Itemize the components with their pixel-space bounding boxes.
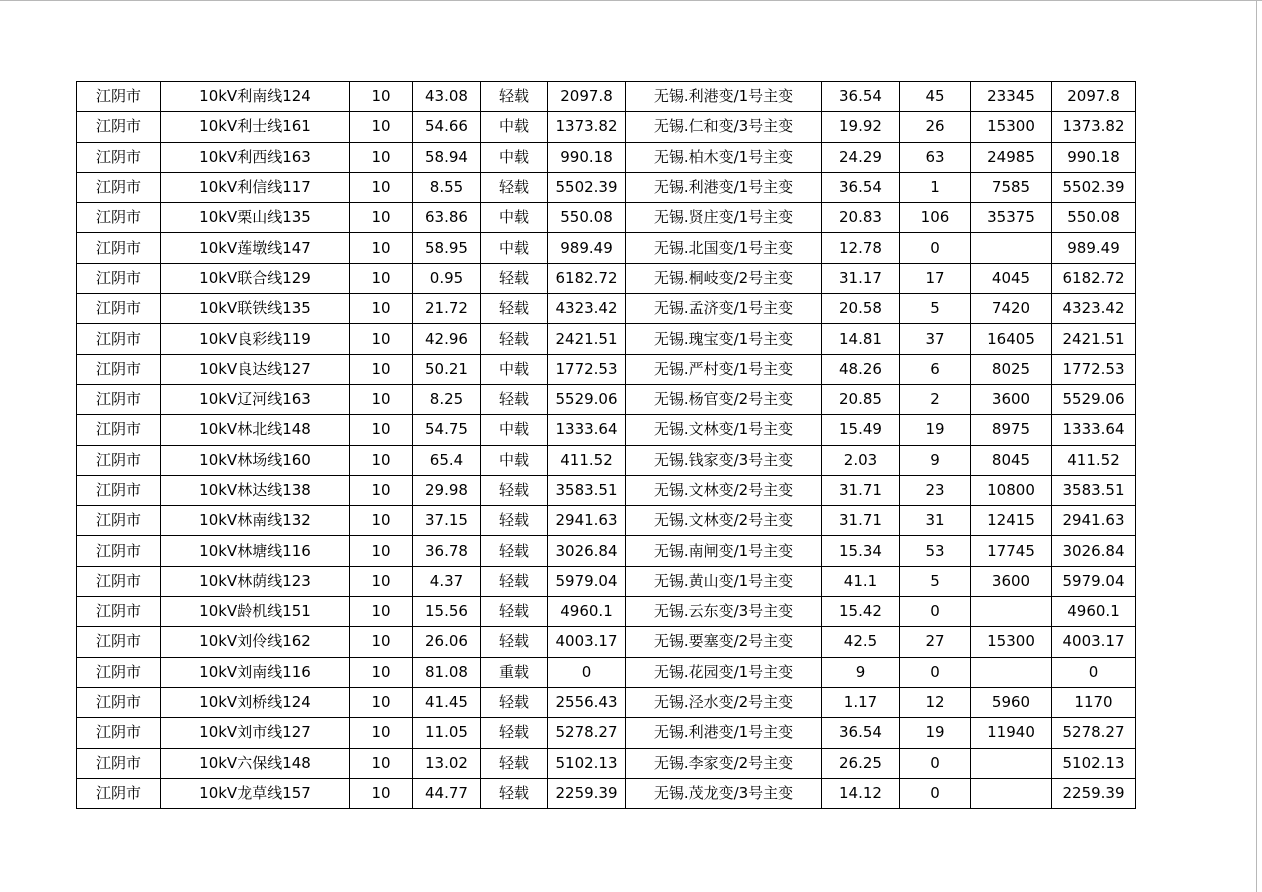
city-cell: 江阴市 (77, 324, 161, 354)
voltage-cell: 10 (350, 718, 413, 748)
load-status-cell: 轻载 (481, 324, 548, 354)
installed-capacity-cell: 5960 (971, 687, 1052, 717)
line-name-cell: 10kV莲墩线147 (161, 233, 350, 263)
capacity-margin-cell: 2556.43 (548, 687, 626, 717)
installed-capacity-cell: 8045 (971, 445, 1052, 475)
city-cell: 江阴市 (77, 233, 161, 263)
substation-transformer-cell: 无锡.孟济变/1号主变 (626, 294, 822, 324)
substation-transformer-cell: 无锡.贤庄变/1号主变 (626, 203, 822, 233)
available-capacity-cell: 1170 (1052, 687, 1136, 717)
load-status-cell: 轻载 (481, 687, 548, 717)
installed-capacity-cell: 23345 (971, 82, 1052, 112)
user-count-cell: 0 (900, 657, 971, 687)
substation-transformer-cell: 无锡.杨官变/2号主变 (626, 384, 822, 414)
table-row (77, 778, 1136, 808)
line-name-cell: 10kV利南线124 (161, 82, 350, 112)
line-name-cell: 10kV林场线160 (161, 445, 350, 475)
capacity-margin-cell: 550.08 (548, 203, 626, 233)
line-name-cell: 10kV刘市线127 (161, 718, 350, 748)
line-name-cell: 10kV林北线148 (161, 415, 350, 445)
transformer-load-rate-cell: 15.42 (822, 597, 900, 627)
voltage-cell: 10 (350, 82, 413, 112)
load-status-cell: 轻载 (481, 475, 548, 505)
user-count-cell: 19 (900, 415, 971, 445)
installed-capacity-cell: 4045 (971, 263, 1052, 293)
installed-capacity-cell: 15300 (971, 627, 1052, 657)
substation-transformer-cell: 无锡.南闸变/1号主变 (626, 536, 822, 566)
voltage-cell: 10 (350, 748, 413, 778)
table-row (77, 415, 1136, 445)
transformer-load-rate-cell: 20.83 (822, 203, 900, 233)
line-name-cell: 10kV栗山线135 (161, 203, 350, 233)
line-name-cell: 10kV龄机线151 (161, 597, 350, 627)
load-rate-cell: 44.77 (413, 778, 481, 808)
transformer-load-rate-cell: 14.81 (822, 324, 900, 354)
installed-capacity-cell: 10800 (971, 475, 1052, 505)
city-cell: 江阴市 (77, 263, 161, 293)
user-count-cell: 45 (900, 82, 971, 112)
user-count-cell: 6 (900, 354, 971, 384)
load-rate-cell: 36.78 (413, 536, 481, 566)
installed-capacity-cell: 15300 (971, 112, 1052, 142)
city-cell: 江阴市 (77, 354, 161, 384)
line-name-cell: 10kV良达线127 (161, 354, 350, 384)
city-cell: 江阴市 (77, 627, 161, 657)
table-row (77, 324, 1136, 354)
table-row (77, 718, 1136, 748)
user-count-cell: 63 (900, 142, 971, 172)
available-capacity-cell: 5278.27 (1052, 718, 1136, 748)
load-rate-cell: 0.95 (413, 263, 481, 293)
available-capacity-cell: 2941.63 (1052, 506, 1136, 536)
available-capacity-cell: 2421.51 (1052, 324, 1136, 354)
installed-capacity-cell (971, 778, 1052, 808)
capacity-margin-cell: 1333.64 (548, 415, 626, 445)
user-count-cell: 37 (900, 324, 971, 354)
table-row (77, 536, 1136, 566)
city-cell: 江阴市 (77, 748, 161, 778)
installed-capacity-cell (971, 748, 1052, 778)
voltage-cell: 10 (350, 112, 413, 142)
capacity-margin-cell: 3583.51 (548, 475, 626, 505)
installed-capacity-cell: 17745 (971, 536, 1052, 566)
table-body (77, 82, 1136, 809)
city-cell: 江阴市 (77, 536, 161, 566)
transformer-load-rate-cell: 20.85 (822, 384, 900, 414)
substation-transformer-cell: 无锡.花园变/1号主变 (626, 657, 822, 687)
city-cell: 江阴市 (77, 445, 161, 475)
capacity-margin-cell: 990.18 (548, 142, 626, 172)
table-row (77, 506, 1136, 536)
load-status-cell: 轻载 (481, 778, 548, 808)
load-status-cell: 重载 (481, 657, 548, 687)
capacity-margin-cell: 5502.39 (548, 172, 626, 202)
city-cell: 江阴市 (77, 142, 161, 172)
capacity-margin-cell: 411.52 (548, 445, 626, 475)
load-status-cell: 轻载 (481, 597, 548, 627)
voltage-cell: 10 (350, 627, 413, 657)
substation-transformer-cell: 无锡.利港变/1号主变 (626, 718, 822, 748)
load-rate-cell: 4.37 (413, 566, 481, 596)
load-status-cell: 轻载 (481, 718, 548, 748)
substation-transformer-cell: 无锡.仁和变/3号主变 (626, 112, 822, 142)
installed-capacity-cell: 8025 (971, 354, 1052, 384)
user-count-cell: 27 (900, 627, 971, 657)
table-row (77, 384, 1136, 414)
city-cell: 江阴市 (77, 294, 161, 324)
capacity-margin-cell: 5529.06 (548, 384, 626, 414)
transformer-load-rate-cell: 12.78 (822, 233, 900, 263)
line-name-cell: 10kV辽河线163 (161, 384, 350, 414)
load-status-cell: 轻载 (481, 294, 548, 324)
available-capacity-cell: 550.08 (1052, 203, 1136, 233)
voltage-cell: 10 (350, 506, 413, 536)
voltage-cell: 10 (350, 172, 413, 202)
voltage-cell: 10 (350, 263, 413, 293)
user-count-cell: 0 (900, 748, 971, 778)
line-name-cell: 10kV联铁线135 (161, 294, 350, 324)
table-row (77, 445, 1136, 475)
transformer-load-rate-cell: 20.58 (822, 294, 900, 324)
user-count-cell: 26 (900, 112, 971, 142)
load-rate-cell: 43.08 (413, 82, 481, 112)
user-count-cell: 17 (900, 263, 971, 293)
transformer-load-rate-cell: 2.03 (822, 445, 900, 475)
table-row (77, 142, 1136, 172)
user-count-cell: 9 (900, 445, 971, 475)
line-name-cell: 10kV林荫线123 (161, 566, 350, 596)
table-row (77, 354, 1136, 384)
transformer-load-rate-cell: 14.12 (822, 778, 900, 808)
capacity-margin-cell: 5102.13 (548, 748, 626, 778)
substation-transformer-cell: 无锡.李家变/2号主变 (626, 748, 822, 778)
transformer-load-rate-cell: 48.26 (822, 354, 900, 384)
load-status-cell: 中载 (481, 415, 548, 445)
city-cell: 江阴市 (77, 384, 161, 414)
table-row (77, 475, 1136, 505)
substation-transformer-cell: 无锡.严村变/1号主变 (626, 354, 822, 384)
table-row (77, 597, 1136, 627)
load-status-cell: 轻载 (481, 82, 548, 112)
load-status-cell: 轻载 (481, 263, 548, 293)
installed-capacity-cell: 7420 (971, 294, 1052, 324)
substation-transformer-cell: 无锡.要塞变/2号主变 (626, 627, 822, 657)
voltage-cell: 10 (350, 687, 413, 717)
line-name-cell: 10kV良彩线119 (161, 324, 350, 354)
available-capacity-cell: 5979.04 (1052, 566, 1136, 596)
city-cell: 江阴市 (77, 112, 161, 142)
transformer-load-rate-cell: 15.49 (822, 415, 900, 445)
city-cell: 江阴市 (77, 718, 161, 748)
load-rate-cell: 65.4 (413, 445, 481, 475)
line-name-cell: 10kV联合线129 (161, 263, 350, 293)
transformer-load-rate-cell: 31.17 (822, 263, 900, 293)
capacity-margin-cell: 0 (548, 657, 626, 687)
substation-transformer-cell: 无锡.桐岐变/2号主变 (626, 263, 822, 293)
available-capacity-cell: 4323.42 (1052, 294, 1136, 324)
load-status-cell: 中载 (481, 112, 548, 142)
city-cell: 江阴市 (77, 506, 161, 536)
transformer-load-rate-cell: 36.54 (822, 172, 900, 202)
table-row (77, 82, 1136, 112)
load-rate-cell: 11.05 (413, 718, 481, 748)
available-capacity-cell: 1772.53 (1052, 354, 1136, 384)
load-rate-cell: 63.86 (413, 203, 481, 233)
line-name-cell: 10kV林塘线116 (161, 536, 350, 566)
installed-capacity-cell: 12415 (971, 506, 1052, 536)
table-row (77, 172, 1136, 202)
user-count-cell: 23 (900, 475, 971, 505)
available-capacity-cell: 411.52 (1052, 445, 1136, 475)
transformer-load-rate-cell: 36.54 (822, 718, 900, 748)
available-capacity-cell: 3026.84 (1052, 536, 1136, 566)
available-capacity-cell: 2259.39 (1052, 778, 1136, 808)
line-name-cell: 10kV利西线163 (161, 142, 350, 172)
city-cell: 江阴市 (77, 82, 161, 112)
voltage-cell: 10 (350, 415, 413, 445)
line-name-cell: 10kV利信线117 (161, 172, 350, 202)
user-count-cell: 31 (900, 506, 971, 536)
user-count-cell: 5 (900, 566, 971, 596)
capacity-margin-cell: 2097.8 (548, 82, 626, 112)
transformer-load-rate-cell: 24.29 (822, 142, 900, 172)
load-status-cell: 轻载 (481, 384, 548, 414)
user-count-cell: 19 (900, 718, 971, 748)
table-row (77, 294, 1136, 324)
voltage-cell: 10 (350, 597, 413, 627)
installed-capacity-cell (971, 597, 1052, 627)
city-cell: 江阴市 (77, 415, 161, 445)
load-status-cell: 轻载 (481, 506, 548, 536)
installed-capacity-cell (971, 233, 1052, 263)
capacity-margin-cell: 2259.39 (548, 778, 626, 808)
table-row (77, 263, 1136, 293)
voltage-cell: 10 (350, 324, 413, 354)
available-capacity-cell: 989.49 (1052, 233, 1136, 263)
installed-capacity-cell: 3600 (971, 566, 1052, 596)
city-cell: 江阴市 (77, 475, 161, 505)
load-rate-cell: 81.08 (413, 657, 481, 687)
voltage-cell: 10 (350, 142, 413, 172)
load-status-cell: 轻载 (481, 172, 548, 202)
line-name-cell: 10kV利士线161 (161, 112, 350, 142)
installed-capacity-cell (971, 657, 1052, 687)
load-rate-cell: 21.72 (413, 294, 481, 324)
substation-transformer-cell: 无锡.瑰宝变/1号主变 (626, 324, 822, 354)
load-rate-cell: 29.98 (413, 475, 481, 505)
voltage-cell: 10 (350, 203, 413, 233)
load-rate-cell: 8.25 (413, 384, 481, 414)
load-status-cell: 轻载 (481, 748, 548, 778)
page-right-border (1256, 0, 1257, 892)
substation-transformer-cell: 无锡.云东变/3号主变 (626, 597, 822, 627)
capacity-margin-cell: 4960.1 (548, 597, 626, 627)
capacity-margin-cell: 989.49 (548, 233, 626, 263)
substation-transformer-cell: 无锡.黄山变/1号主变 (626, 566, 822, 596)
capacity-margin-cell: 6182.72 (548, 263, 626, 293)
load-status-cell: 轻载 (481, 566, 548, 596)
substation-transformer-cell: 无锡.文林变/1号主变 (626, 415, 822, 445)
voltage-cell: 10 (350, 445, 413, 475)
city-cell: 江阴市 (77, 172, 161, 202)
city-cell: 江阴市 (77, 203, 161, 233)
substation-transformer-cell: 无锡.利港变/1号主变 (626, 82, 822, 112)
load-rate-cell: 54.66 (413, 112, 481, 142)
load-rate-cell: 15.56 (413, 597, 481, 627)
user-count-cell: 1 (900, 172, 971, 202)
table-row (77, 233, 1136, 263)
capacity-margin-cell: 2421.51 (548, 324, 626, 354)
substation-transformer-cell: 无锡.利港变/1号主变 (626, 172, 822, 202)
transformer-load-rate-cell: 15.34 (822, 536, 900, 566)
capacity-margin-cell: 2941.63 (548, 506, 626, 536)
line-name-cell: 10kV刘伶线162 (161, 627, 350, 657)
available-capacity-cell: 4960.1 (1052, 597, 1136, 627)
available-capacity-cell: 5529.06 (1052, 384, 1136, 414)
city-cell: 江阴市 (77, 597, 161, 627)
load-rate-cell: 54.75 (413, 415, 481, 445)
available-capacity-cell: 990.18 (1052, 142, 1136, 172)
city-cell: 江阴市 (77, 687, 161, 717)
available-capacity-cell: 1373.82 (1052, 112, 1136, 142)
installed-capacity-cell: 24985 (971, 142, 1052, 172)
load-rate-cell: 58.95 (413, 233, 481, 263)
load-rate-cell: 8.55 (413, 172, 481, 202)
available-capacity-cell: 6182.72 (1052, 263, 1136, 293)
table-row (77, 627, 1136, 657)
user-count-cell: 12 (900, 687, 971, 717)
load-rate-cell: 26.06 (413, 627, 481, 657)
installed-capacity-cell: 16405 (971, 324, 1052, 354)
load-status-cell: 中载 (481, 354, 548, 384)
user-count-cell: 2 (900, 384, 971, 414)
available-capacity-cell: 5102.13 (1052, 748, 1136, 778)
city-cell: 江阴市 (77, 657, 161, 687)
installed-capacity-cell: 35375 (971, 203, 1052, 233)
user-count-cell: 5 (900, 294, 971, 324)
load-rate-cell: 58.94 (413, 142, 481, 172)
transformer-load-rate-cell: 1.17 (822, 687, 900, 717)
page-top-border (0, 0, 1262, 1)
substation-transformer-cell: 无锡.泾水变/2号主变 (626, 687, 822, 717)
user-count-cell: 0 (900, 778, 971, 808)
line-name-cell: 10kV林南线132 (161, 506, 350, 536)
voltage-cell: 10 (350, 233, 413, 263)
voltage-cell: 10 (350, 354, 413, 384)
capacity-margin-cell: 5278.27 (548, 718, 626, 748)
load-rate-cell: 41.45 (413, 687, 481, 717)
user-count-cell: 0 (900, 597, 971, 627)
installed-capacity-cell: 7585 (971, 172, 1052, 202)
available-capacity-cell: 2097.8 (1052, 82, 1136, 112)
load-status-cell: 中载 (481, 203, 548, 233)
capacity-margin-cell: 5979.04 (548, 566, 626, 596)
available-capacity-cell: 4003.17 (1052, 627, 1136, 657)
substation-transformer-cell: 无锡.钱家变/3号主变 (626, 445, 822, 475)
substation-transformer-cell: 无锡.茂龙变/3号主变 (626, 778, 822, 808)
load-status-cell: 中载 (481, 142, 548, 172)
capacity-margin-cell: 1373.82 (548, 112, 626, 142)
load-rate-cell: 42.96 (413, 324, 481, 354)
installed-capacity-cell: 11940 (971, 718, 1052, 748)
transformer-load-rate-cell: 36.54 (822, 82, 900, 112)
available-capacity-cell: 1333.64 (1052, 415, 1136, 445)
line-name-cell: 10kV刘桥线124 (161, 687, 350, 717)
user-count-cell: 0 (900, 233, 971, 263)
available-capacity-cell: 3583.51 (1052, 475, 1136, 505)
city-cell: 江阴市 (77, 778, 161, 808)
load-status-cell: 轻载 (481, 627, 548, 657)
installed-capacity-cell: 3600 (971, 384, 1052, 414)
load-status-cell: 中载 (481, 233, 548, 263)
load-status-cell: 中载 (481, 445, 548, 475)
voltage-cell: 10 (350, 294, 413, 324)
installed-capacity-cell: 8975 (971, 415, 1052, 445)
capacity-margin-cell: 3026.84 (548, 536, 626, 566)
load-rate-cell: 50.21 (413, 354, 481, 384)
line-name-cell: 10kV龙草线157 (161, 778, 350, 808)
transformer-load-rate-cell: 42.5 (822, 627, 900, 657)
table-row (77, 687, 1136, 717)
voltage-cell: 10 (350, 566, 413, 596)
table-row (77, 203, 1136, 233)
transformer-load-rate-cell: 31.71 (822, 475, 900, 505)
transformer-load-rate-cell: 26.25 (822, 748, 900, 778)
user-count-cell: 106 (900, 203, 971, 233)
table-row (77, 566, 1136, 596)
city-cell: 江阴市 (77, 566, 161, 596)
voltage-cell: 10 (350, 657, 413, 687)
voltage-cell: 10 (350, 778, 413, 808)
voltage-cell: 10 (350, 475, 413, 505)
table-row (77, 657, 1136, 687)
user-count-cell: 53 (900, 536, 971, 566)
transformer-load-rate-cell: 9 (822, 657, 900, 687)
available-capacity-cell: 0 (1052, 657, 1136, 687)
available-capacity-cell: 5502.39 (1052, 172, 1136, 202)
voltage-cell: 10 (350, 384, 413, 414)
load-rate-cell: 13.02 (413, 748, 481, 778)
feeder-load-table (76, 81, 1136, 809)
load-rate-cell: 37.15 (413, 506, 481, 536)
line-name-cell: 10kV刘南线116 (161, 657, 350, 687)
substation-transformer-cell: 无锡.文林变/2号主变 (626, 475, 822, 505)
transformer-load-rate-cell: 41.1 (822, 566, 900, 596)
substation-transformer-cell: 无锡.文林变/2号主变 (626, 506, 822, 536)
capacity-margin-cell: 4323.42 (548, 294, 626, 324)
substation-transformer-cell: 无锡.柏木变/1号主变 (626, 142, 822, 172)
transformer-load-rate-cell: 19.92 (822, 112, 900, 142)
transformer-load-rate-cell: 31.71 (822, 506, 900, 536)
line-name-cell: 10kV六保线148 (161, 748, 350, 778)
capacity-margin-cell: 1772.53 (548, 354, 626, 384)
line-name-cell: 10kV林达线138 (161, 475, 350, 505)
voltage-cell: 10 (350, 536, 413, 566)
substation-transformer-cell: 无锡.北国变/1号主变 (626, 233, 822, 263)
table-row (77, 748, 1136, 778)
load-status-cell: 轻载 (481, 536, 548, 566)
table-row (77, 112, 1136, 142)
capacity-margin-cell: 4003.17 (548, 627, 626, 657)
